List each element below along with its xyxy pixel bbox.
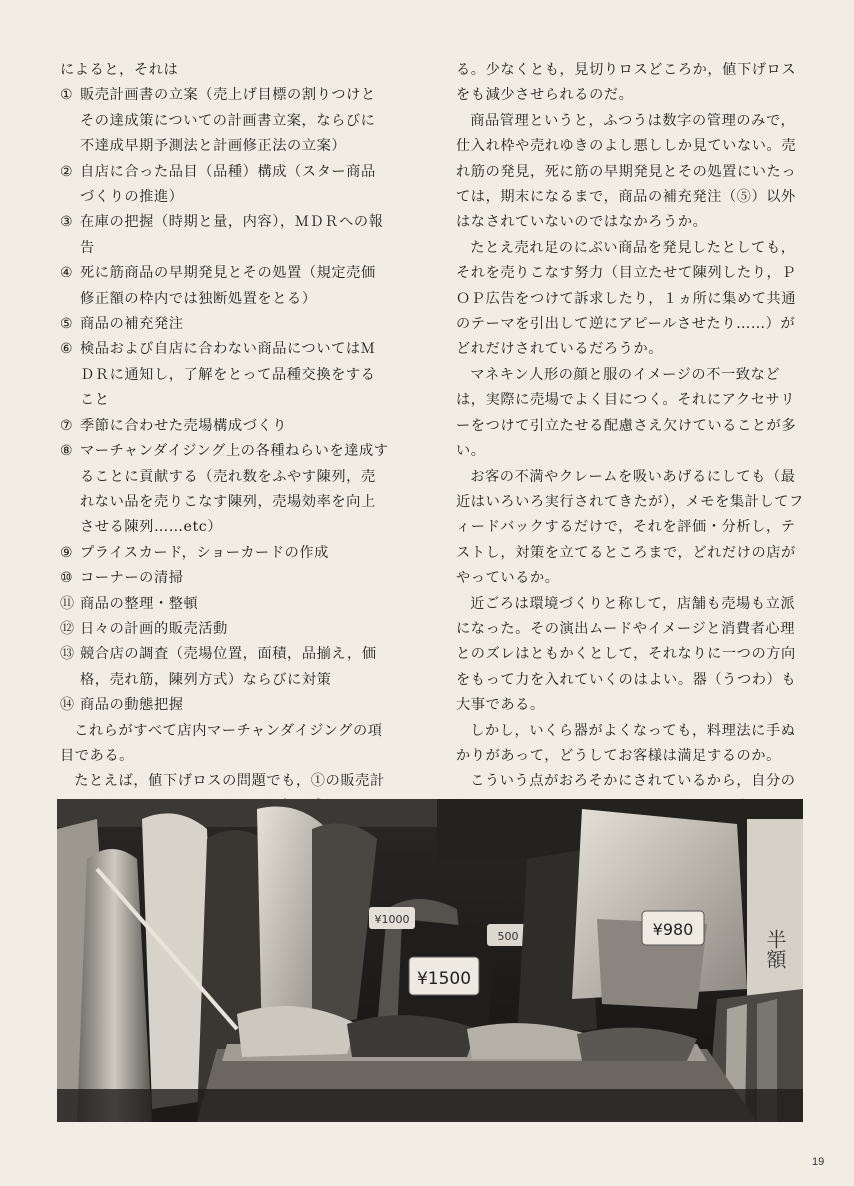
intro-line: によると，それは [60,62,179,78]
list-item [60,83,390,159]
item-number: ⑦ [60,417,74,434]
list-item [60,566,390,591]
item-number: ⑥ [60,341,74,358]
price-tag-1000: ¥1000 [374,913,410,926]
list-item [60,210,390,261]
item-number: ② [60,163,74,180]
list-item [60,617,390,642]
list-item [60,693,390,718]
price-tag-980: ¥980 [652,920,694,939]
item-number: ⑫ [60,620,75,637]
item-text: コーナーの清掃 [80,570,184,587]
paragraph: 近ごろは環境づくりと称して，店舗も売場も立派になった。その演出ムードやイメージと消費者心理とのズレはともかくとして，それなりに一つの方向をもって力を入れていくのはよい。器（うつわ）も大事である。 [456,595,797,714]
photo-illustration [57,799,803,1122]
page-number: 19 [812,1156,825,1168]
paragraph: 商品管理というと，ふつうは数字の管理のみで，仕入れ枠や売れゆきのよし悪ししか見ていない。売れ筋の発見，死に筋の早期発見とその処置にいたっては，期末になるまで，商品の補充発注（⑤）以外はなされていないのではなかろうか。 [456,112,797,231]
list-item [60,642,390,693]
item-text: マーチャンダイジング上の各種ねらいを達成することに貢献する（売れ数をふやす陳列，売れない品を売りこなす陳列，売場効率を向上させる陳列……etc） [80,443,389,536]
store-interior-photo [57,799,803,1122]
list-item [60,592,390,617]
item-text: 商品の補充発注 [80,316,184,333]
item-text: 競合店の調査（売場位置，面積，品揃え，価格，売れ筋，陳列方式）ならびに対策 [80,646,377,688]
item-text: プライスカード，ショーカードの作成 [80,544,329,561]
item-text: 季節に合わせた売場構成づくり [80,417,288,434]
sale-sign: 半額 [763,929,787,969]
paragraph: たとえば，値下げロスの問題でも，①の販売計 [74,773,385,790]
continued-paragraph: る。少なくとも，見切りロスどころか，値下げロスをも減少させられるのだ。 [456,62,797,104]
item-number: ⑧ [60,443,74,460]
item-text: 日々の計画的販売活動 [80,620,228,637]
paragraph: これらがすべて店内マーチャンダイジングの項目である。 [60,722,383,764]
paragraph: こういう点がおろそかにされているから，自分の [470,773,796,790]
paragraph: たとえ売れ足のにぶい商品を発見したとしても，それを売りこなす努力（目立たせて陳列したり，ＰＯＰ広告をつけて訴求したり，１ヵ所に集めて共通のテーマを引出して逆にアピールさせたり……）がどれだけされているだろうか。 [456,239,797,358]
item-text: 自店に合った品目（品種）構成（スター商品づくりの推進） [80,163,376,206]
list-item [60,160,390,211]
right-text-column [456,58,806,871]
list-item [60,439,390,541]
list-item [60,541,390,566]
price-tag-500: 500 [497,930,519,943]
list-item [60,261,390,312]
list-item [60,312,390,337]
paragraph: しかし，いくら器がよくなっても，料理法に手ぬかりがあって，どうしてお客様は満足するのか。 [456,722,796,764]
list-item [60,414,390,439]
item-text: 在庫の把握（時期と量，内容），ＭＤＲへの報告 [80,214,384,256]
item-number: ④ [60,265,74,282]
price-tag-1500: ¥1500 [416,969,472,989]
item-text: 検品および自店に合わない商品についてはＭＤＲに通知し，了解をとって品種交換をすること [80,341,376,409]
item-number: ⑤ [60,316,74,333]
item-text: 商品の動態把握 [80,697,184,714]
left-text-column [60,58,390,922]
item-number: ⑪ [60,595,75,612]
item-text: 販売計画書の立案（売上げ目標の割りつけとその達成策についての計画書立案，ならびに不達成早期予測法と計画修正法の立案） [80,87,376,155]
merchandising-item-list [60,83,390,718]
paragraph: マネキン人形の顔と服のイメージの不一致などは，実際に売場でよく目につく。それにアクセサリーをつけて引立たせる配慮さえ欠けていることが多い。 [456,366,797,460]
item-number: ③ [60,214,74,231]
item-number: ⑭ [60,697,75,714]
item-number: ⑬ [60,646,75,663]
item-number: ⑩ [60,570,74,587]
item-text: 死に筋商品の早期発見とその処置（規定売価修正額の枠内では独断処置をとる） [80,265,376,307]
item-text: 商品の整理・整頓 [80,595,199,612]
item-number: ① [60,87,74,104]
paragraph: お客の不満やクレームを吸いあげるにしても（最近はいろいろ実行されてきたが），メモを集計してフィードバックするだけで，それを評価・分析し，テストし，対策を立てるところまで，どれだけの店がやっているか。 [456,468,804,587]
item-number: ⑨ [60,544,74,561]
list-item [60,337,390,413]
